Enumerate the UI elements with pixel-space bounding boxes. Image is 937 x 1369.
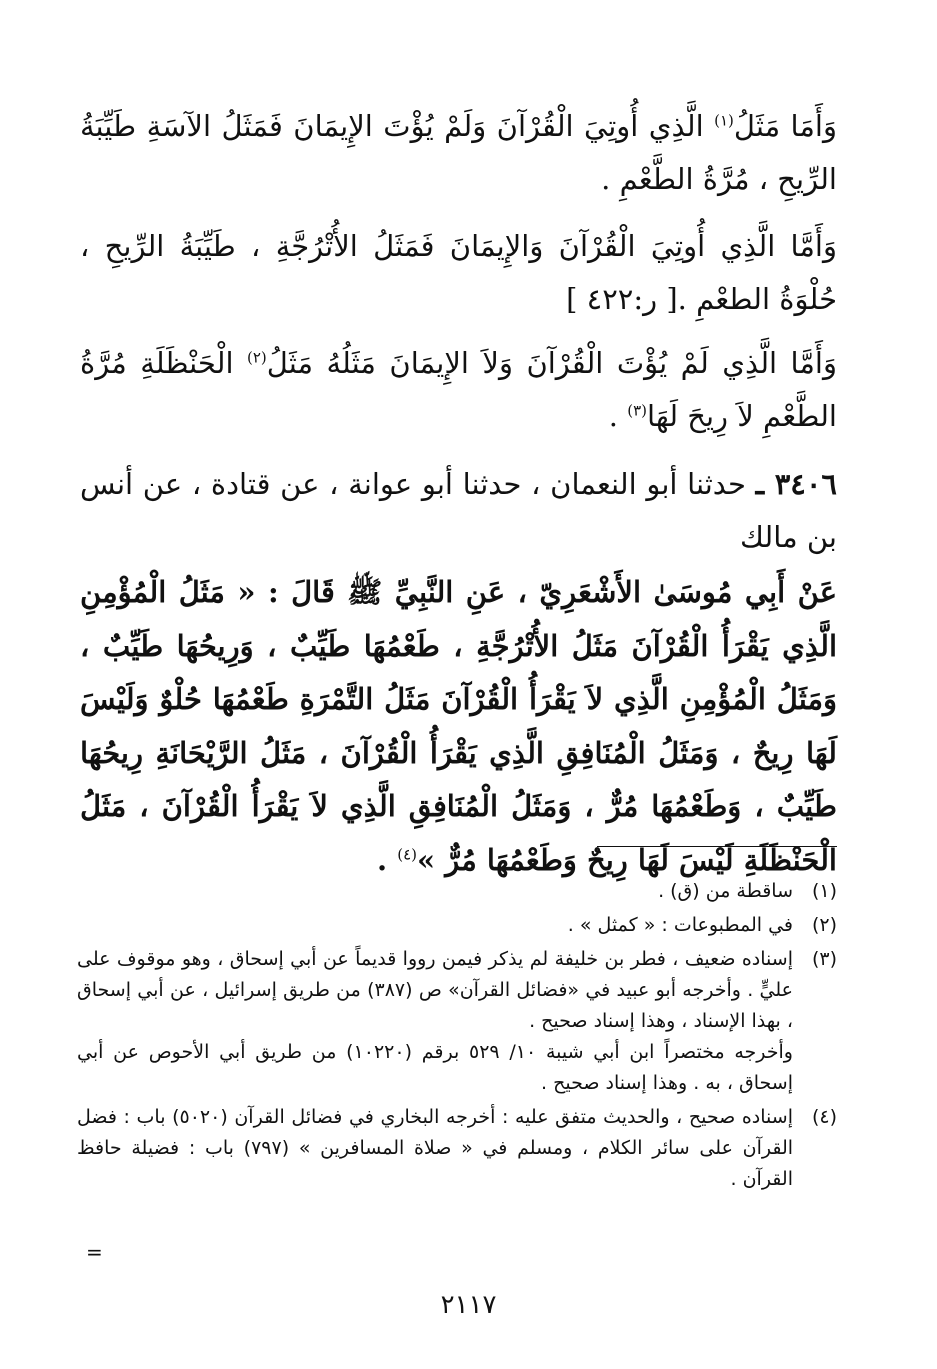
hadith-matn (80, 566, 837, 887)
footnote-separator (597, 846, 837, 847)
footnote-ref-2[interactable]: (٢) (246, 348, 267, 367)
hadith-number: ٣٤٠٦ ـ (755, 467, 838, 501)
paragraph-1 (80, 100, 837, 206)
footnote-text: ساقطة من (ق) . (658, 880, 793, 902)
footnote-text: في المطبوعات : « كمثل » . (567, 914, 793, 936)
hadith-isnad (80, 458, 837, 564)
matn-end: . (377, 842, 398, 877)
footnote-number: (١) (811, 880, 837, 902)
footnote-number: (٢) (811, 914, 837, 936)
footnote-text: إسناده صحيح ، والحديث متفق عليه : أخرجه البخاري في فضائل القرآن (٥٠٢٠) باب : فضل القرآن على سائر الكلام ، ومسلم في « صلاة المسافرين » (٧٩٧) باب : فضيلة حافظ القرآن . (77, 1106, 794, 1190)
paragraph-2: وَأَمَّا الَّذِي أُوتِيَ الْقُرْآنَ وَالإِيمَانَ فَمَثَلُ الأُتْرُجَّةِ ، طَيِّبَةُ الرِّيحِ ، حُلْوَةُ الطعْمِ .[ ر:٤٢٢ ] (80, 229, 837, 316)
isnad-text: حدثنا أبو النعمان ، حدثنا أبو عوانة ، عن قتادة ، عن أنس بن مالك (80, 467, 837, 554)
footnote-3 (77, 944, 837, 1099)
p3-text-end: . (608, 399, 628, 433)
matn-text: عَنْ أَبِي مُوسَىٰ الأَشْعَرِيّ ، عَنِ النَّبِيِّ ﷺ قَالَ : « مَثَلُ الْمُؤْمِنِ الَّذِي يَقْرَأُ الْقُرْآنَ مَثَلُ الأُتْرُجَّةِ ، طَعْمُهَا طَيِّبٌ ، وَرِيحُهَا طَيِّبٌ ، وَمَثَلُ الْمُؤْمِنِ الَّذِي لاَ يَقْرَأُ الْقُرْآنَ مَثَلُ التَّمْرَةِ طَعْمُهَا حُلْوٌ وَلَيْسَ لَهَا رِيحٌ ، وَمَثَلُ الْمُنَافِقِ الَّذِي يَقْرَأُ الْقُرْآنَ ، مَثَلُ الرَّيْحَانَةِ رِيحُهَا طَيِّبٌ ، وَطَعْمُهَا مُرٌّ ، وَمَثَلُ الْمُنَافِقِ الَّذِي لاَ يَقْرَأُ الْقُرْآنَ ، مَثَلُ الْحَنْظَلَةِ لَيْسَ لَهَا رِيحٌ وَطَعْمُهَا مُرٌّ » (80, 575, 837, 877)
p1-text-start: وَأَمَا مَثَلُ (733, 109, 837, 143)
footnote-text: إسناده ضعيف ، فطر بن خليفة لم يذكر فيمن رووا قديماً عن أبي إسحاق ، وهو موقوف على عليٍّ . وأخرجه أبو عبيد في «فضائل القرآن» ص (٣٨٧) من طريق إسرائيل ، عن أبي إسحاق ، بهذا الإسناد ، وهذا إسناد صحيح . (77, 948, 793, 1032)
footnote-text-continued: وأخرجه مختصراً ابن أبي شيبة ١٠/ ٥٢٩ برقم (١٠٢٢٠) من طريق أبي الأحوص عن أبي إسحاق ، به . وهذا إسناد صحيح . (77, 1041, 793, 1094)
footnote-number: (٣) (811, 948, 837, 970)
footnote-ref-3[interactable]: (٣) (627, 401, 647, 420)
paragraph-3 (80, 337, 837, 443)
footnote-ref-4[interactable]: (٤) (397, 844, 418, 863)
p3-text-start: وَأَمَّا الَّذِي لَمْ يُؤْتَ الْقُرْآنَ وَلاَ الإِيمَانَ مَثَلُهُ مَثَلُ (266, 346, 837, 380)
footnotes-list (77, 876, 837, 1198)
footnote-2 (77, 910, 837, 941)
p1-text-end: الَّذِي أُوتِيَ الْقُرْآنَ وَلَمْ يُؤْتَ الإِيمَانَ فَمَثَلُ الآسَةِ طَيِّبَةُ الرِّيحِ ، مُرَّةُ الطَّعْمِ . (80, 109, 837, 196)
footnote-number: (٤) (811, 1106, 837, 1128)
continuation-mark: = (86, 1240, 103, 1264)
footnote-1 (77, 876, 837, 907)
p3-text-middle: الْحَنْظَلَةِ مُرَّةُ الطَّعْمِ لاَ رِيحَ لَهَا (80, 346, 837, 433)
footnote-ref-1[interactable]: (١) (714, 111, 734, 130)
page-number: ٢١١٧ (440, 1290, 497, 1320)
footnote-4 (77, 1102, 837, 1195)
